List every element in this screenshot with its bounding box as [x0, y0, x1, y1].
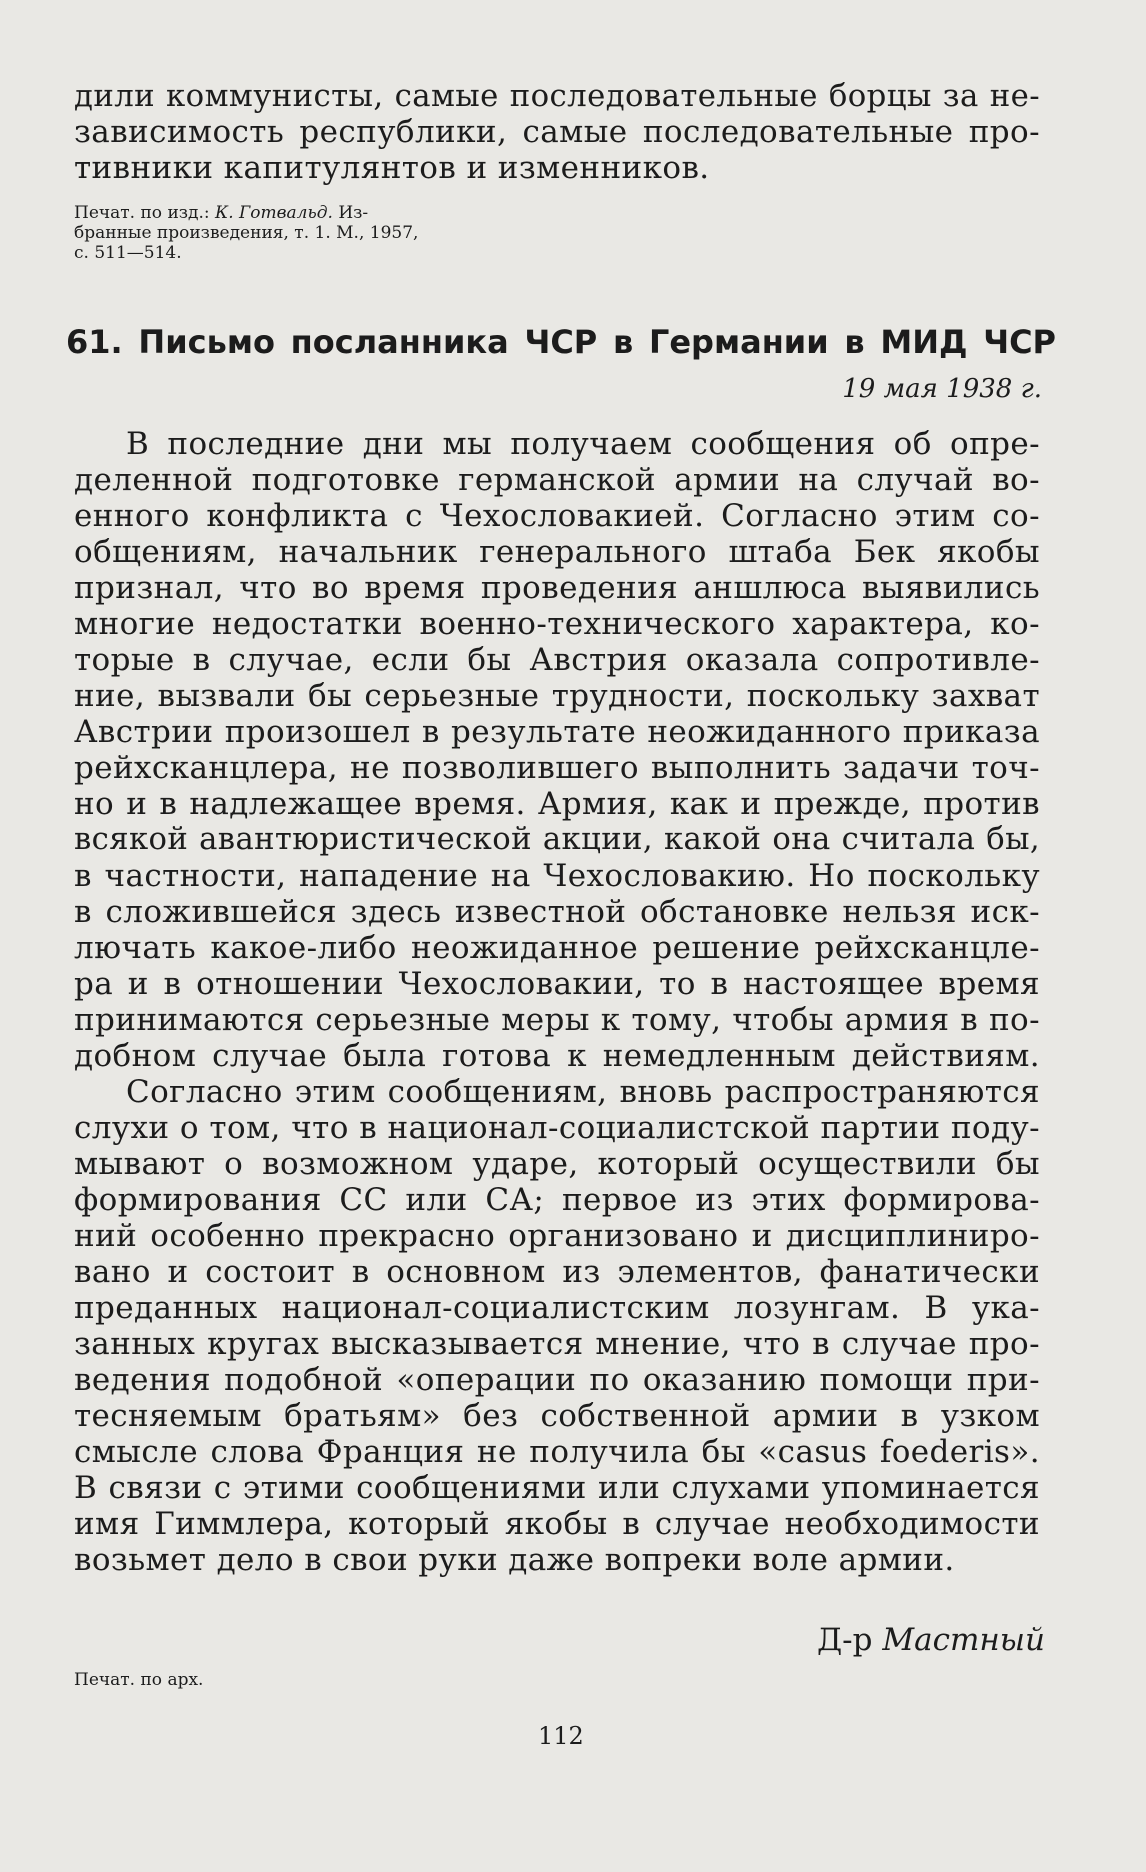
- text-line: смысле слова Франция не получила бы «casus foederis».: [74, 1434, 1040, 1470]
- intro-paragraph: [74, 78, 1040, 186]
- text-line: лючать какое-либо неожиданное решение рейхсканцле-: [74, 930, 1040, 966]
- citation-line: с. 511—514.: [74, 243, 182, 263]
- text-line: признал, что во время проведения аншлюса выявились: [74, 570, 1040, 606]
- text-line: зависимость республики, самые последовательные про-: [74, 114, 1040, 150]
- text-line: общениям, начальник генерального штаба Бек якобы: [74, 534, 1040, 570]
- source-citation-bottom: Печат. по арх.: [74, 1670, 204, 1690]
- text-line: ний особенно прекрасно организовано и дисциплиниро-: [74, 1218, 1040, 1254]
- citation-author: К. Готвальд.: [215, 203, 333, 223]
- text-line: рейхсканцлера, не позволившего выполнить задачи точ-: [74, 750, 1040, 786]
- text-line: дили коммунисты, самые последовательные борцы за не-: [74, 78, 1040, 114]
- text-line: Согласно этим сообщениям, вновь распространяются: [126, 1074, 1040, 1110]
- text-line: многие недостатки военно-технического характера, ко-: [74, 606, 1040, 642]
- text-line: мывают о возможном ударе, который осуществили бы: [74, 1146, 1040, 1182]
- text-line: в частности, нападение на Чехословакию. Но поскольку: [74, 858, 1040, 894]
- text-line: В связи с этими сообщениями или слухами упоминается: [74, 1470, 1040, 1506]
- source-citation-top: [74, 203, 1040, 263]
- text-line: имя Гиммлера, который якобы в случае необходимости: [74, 1506, 1040, 1542]
- text-line: торые в случае, если бы Австрия оказала сопротивле-: [74, 642, 1040, 678]
- text-line: тесняемым братьям» без собственной армии в узком: [74, 1398, 1040, 1434]
- signature-title: Д-р: [816, 1622, 883, 1658]
- text-line: ние, вызвали бы серьезные трудности, поскольку захват: [74, 678, 1040, 714]
- text-line: возьмет дело в свои руки даже вопреки воле армии.: [74, 1542, 955, 1578]
- document-date: 19 мая 1938 г.: [842, 374, 1042, 404]
- text-line: формирования СС или СА; первое из этих формирова-: [74, 1182, 1040, 1218]
- document-heading: 61. Письмо посланника ЧСР в Германии в МИД ЧСР: [66, 323, 1056, 361]
- text-line: занных кругах высказывается мнение, что в случае про-: [74, 1326, 1040, 1362]
- text-line: Австрии произошел в результате неожиданного приказа: [74, 714, 1040, 750]
- text-line: ведения подобной «операции по оказанию помощи при-: [74, 1362, 1040, 1398]
- text-line: слухи о том, что в национал-социалистской партии поду-: [74, 1110, 1040, 1146]
- text-line: ра и в отношении Чехословакии, то в настоящее время: [74, 966, 1040, 1002]
- text-line: принимаются серьезные меры к тому, чтобы армия в по-: [74, 1002, 1040, 1038]
- citation-line: бранные произведения, т. 1. М., 1957,: [74, 223, 419, 243]
- citation-prefix: Печат. по изд.:: [74, 203, 216, 223]
- text-line: всякой авантюристической акции, какой она считала бы,: [74, 822, 1040, 857]
- text-line: добном случае была готова к немедленным действиям.: [74, 1038, 1040, 1074]
- text-line: вано и состоит в основном из элементов, фанатически: [74, 1254, 1040, 1290]
- signature-name: Мастный: [882, 1622, 1045, 1658]
- page-number: 112: [538, 1722, 584, 1750]
- citation-suffix: Из-: [332, 203, 369, 223]
- text-line: но и в надлежащее время. Армия, как и прежде, против: [74, 786, 1040, 822]
- text-line: тивники капитулянтов и изменников.: [74, 150, 710, 186]
- letter-body: [74, 426, 1040, 1578]
- text-line: в сложившейся здесь известной обстановке нельзя иск-: [74, 894, 1040, 930]
- text-line: деленной подготовке германской армии на случай во-: [74, 462, 1040, 498]
- text-line: енного конфликта с Чехословакией. Согласно этим со-: [74, 498, 1040, 534]
- citation-line: [74, 203, 1040, 223]
- signature: [817, 1622, 1045, 1658]
- text-line: преданных национал-социалистским лозунгам. В ука-: [74, 1290, 1040, 1326]
- text-line: В последние дни мы получаем сообщения об опре-: [126, 426, 1040, 462]
